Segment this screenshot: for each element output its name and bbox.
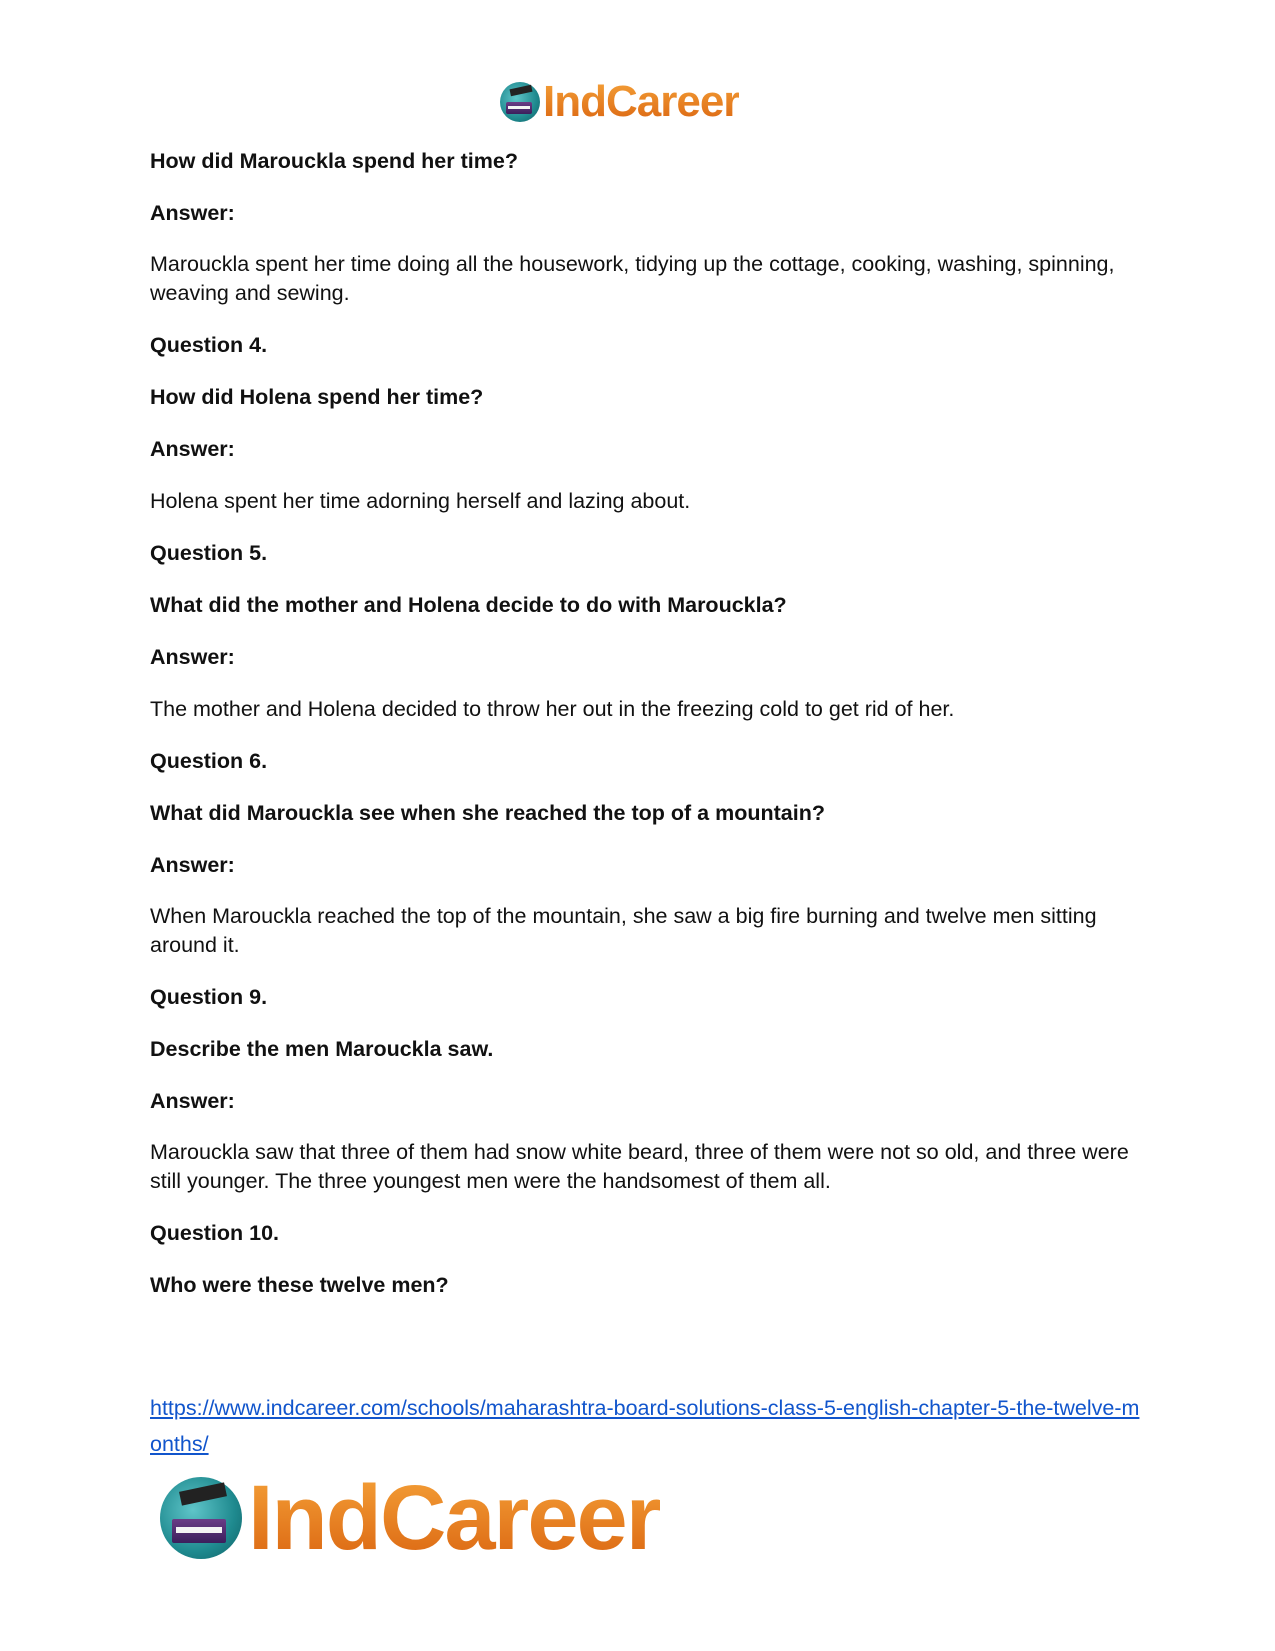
question-number: Question 4. [150,333,268,357]
answer-text: Holena spent her time adorning herself and lazing about. [150,489,691,513]
answer-text: Marouckla spent her time doing all the housework, tidying up the cottage, cooking, washing, spinning, weaving and sewing. [150,252,1115,305]
question-text: What did Marouckla see when she reached the top of a mountain? [150,801,825,825]
answer-label: Answer: [150,853,235,877]
question-number: Question 10. [150,1221,280,1245]
graduation-books-icon [160,1477,242,1559]
question-text: What did the mother and Holena decide to do with Marouckla? [150,593,787,617]
question-text: How did Marouckla spend her time? [150,149,518,173]
question-text: How did Holena spend her time? [150,385,484,409]
answer-label: Answer: [150,201,235,225]
answer-label: Answer: [150,1089,235,1113]
answer-label: Answer: [150,645,235,669]
question-text: Who were these twelve men? [150,1273,449,1297]
answer-text: The mother and Holena decided to throw her out in the freezing cold to get rid of her. [150,697,955,721]
question-number: Question 6. [150,749,268,773]
question-text: Describe the men Marouckla saw. [150,1037,494,1061]
answer-text: When Marouckla reached the top of the mountain, she saw a big fire burning and twelve men sitting around it. [150,904,1097,957]
question-number: Question 9. [150,985,268,1009]
footer-logo [160,1468,660,1568]
document-body [150,146,1135,1300]
brand-name: IndCareer [543,77,740,126]
answer-label: Answer: [150,437,235,461]
answer-text: Marouckla saw that three of them had snow white beard, three of them were not so old, and three were still younger. The three youngest men were the handsomest of them all. [150,1140,1129,1193]
header-logo [500,78,739,126]
brand-name: IndCareer [248,1466,660,1569]
question-number: Question 5. [150,541,268,565]
graduation-books-icon [500,82,540,122]
source-link[interactable]: https://www.indcareer.com/schools/maharashtra-board-solutions-class-5-english-chapter-5-the-twelve-months/ [150,1396,1140,1456]
